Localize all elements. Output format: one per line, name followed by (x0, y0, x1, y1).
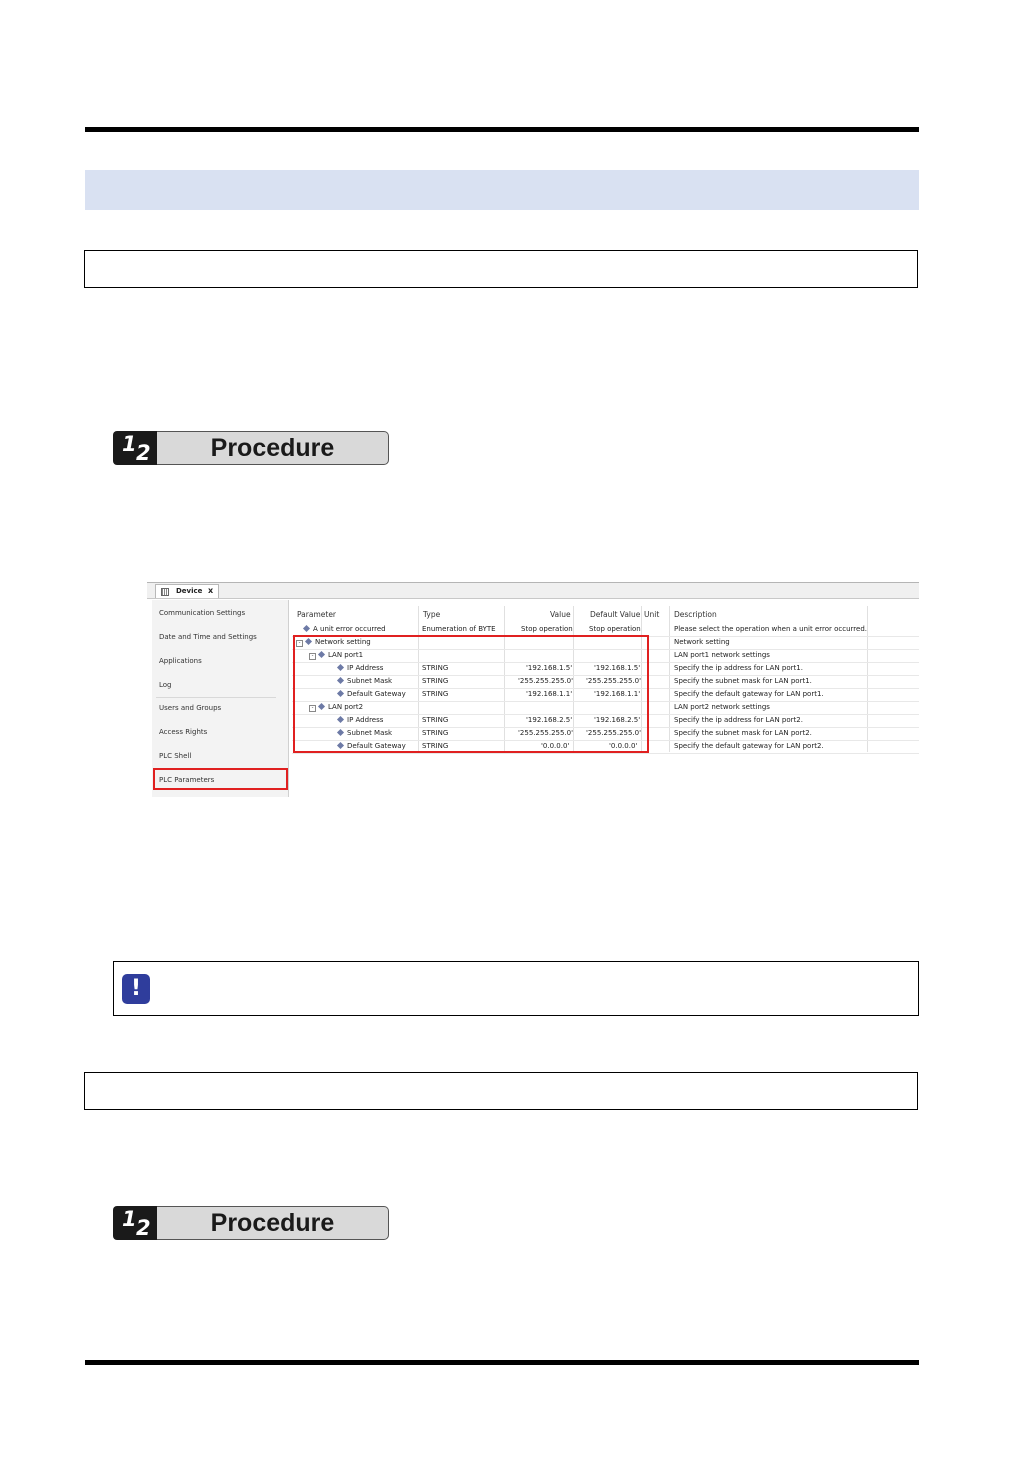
subsection-heading-box-2 (84, 1072, 918, 1110)
procedure-title: Procedure (157, 431, 389, 465)
caution-note-box (113, 961, 919, 1016)
param-value[interactable]: Stop operation (521, 625, 573, 633)
param-description: Specify the default gateway for LAN port2. (674, 742, 824, 750)
sidebar-item-plc-parameters[interactable]: PLC Parameters (159, 776, 215, 784)
procedure-label-2 (113, 1206, 390, 1240)
column-header-type[interactable]: Type (423, 610, 441, 619)
subsection-heading-box-1 (84, 250, 918, 288)
column-header-parameter[interactable]: Parameter (297, 610, 337, 619)
param-value[interactable]: '255.255.255.0' (518, 729, 574, 737)
param-value[interactable]: '255.255.255.0' (518, 677, 574, 685)
param-value[interactable]: '192.168.2.5' (526, 716, 573, 724)
procedure-label-1 (113, 431, 390, 465)
param-default: '0.0.0.0' (609, 742, 638, 750)
param-name: Default Gateway (347, 742, 406, 750)
param-description: Specify the subnet mask for LAN port1. (674, 677, 812, 685)
param-description: Network setting (674, 638, 730, 646)
param-type: STRING (422, 664, 449, 672)
param-description: Specify the ip address for LAN port1. (674, 664, 803, 672)
column-header-value[interactable]: Value (550, 610, 571, 619)
param-value[interactable]: '192.168.1.1' (526, 690, 573, 698)
sidebar-item-users-groups[interactable]: Users and Groups (159, 704, 222, 712)
param-description: Specify the subnet mask for LAN port2. (674, 729, 812, 737)
param-description: LAN port2 network settings (674, 703, 770, 711)
sidebar-item-access-rights[interactable]: Access Rights (159, 728, 208, 736)
param-name: A unit error occurred (313, 625, 386, 633)
collapse-toggle-icon[interactable]: - (309, 653, 316, 660)
param-name: Subnet Mask (347, 677, 393, 685)
step-number-icon: 1 2 (113, 1206, 159, 1240)
param-default: '192.168.1.1' (594, 690, 641, 698)
sidebar-divider (156, 697, 276, 698)
sidebar-item-communication-settings[interactable]: Communication Settings (159, 609, 246, 617)
param-type: STRING (422, 716, 449, 724)
param-type: STRING (422, 729, 449, 737)
bottom-rule (85, 1360, 919, 1365)
param-default: '255.255.255.0' (586, 729, 642, 737)
exclamation-icon: ! (122, 974, 150, 1004)
param-name: Subnet Mask (347, 729, 393, 737)
parameter-icon (303, 625, 310, 632)
param-type: STRING (422, 677, 449, 685)
close-icon[interactable]: x (208, 586, 214, 595)
top-rule (85, 127, 919, 132)
param-type: STRING (422, 690, 449, 698)
tab-device[interactable]: Device x (155, 584, 219, 598)
collapse-toggle-icon[interactable]: - (309, 705, 316, 712)
plc-parameters-highlight (153, 768, 288, 790)
device-sidebar (152, 600, 289, 797)
column-header-description[interactable]: Description (674, 610, 717, 619)
param-name: LAN port1 (328, 651, 364, 659)
step-number-icon: 1 2 (113, 431, 159, 465)
param-name: Default Gateway (347, 690, 406, 698)
param-default: '192.168.1.5' (594, 664, 641, 672)
device-editor-screenshot (147, 582, 919, 797)
sidebar-item-applications[interactable]: Applications (159, 657, 202, 665)
param-default: '255.255.255.0' (586, 677, 642, 685)
column-header-default-value[interactable]: Default Value (590, 610, 641, 619)
procedure-title: Procedure (157, 1206, 389, 1240)
param-name: IP Address (347, 664, 384, 672)
param-description: Please select the operation when a unit error occurred. (674, 625, 867, 633)
sidebar-item-plc-shell[interactable]: PLC Shell (159, 752, 192, 760)
param-description: Specify the default gateway for LAN port1. (674, 690, 824, 698)
sidebar-item-log[interactable]: Log (159, 681, 172, 689)
param-description: Specify the ip address for LAN port2. (674, 716, 803, 724)
column-header-unit[interactable]: Unit (644, 610, 660, 619)
param-name: Network setting (315, 638, 371, 646)
device-icon (161, 588, 169, 596)
param-default: Stop operation (589, 625, 641, 633)
param-type: STRING (422, 742, 449, 750)
param-description: LAN port1 network settings (674, 651, 770, 659)
network-setting-highlight (293, 635, 649, 753)
param-value[interactable]: '0.0.0.0' (541, 742, 570, 750)
editor-tab-bar (147, 582, 919, 599)
param-default: '192.168.2.5' (594, 716, 641, 724)
param-name: IP Address (347, 716, 384, 724)
param-name: LAN port2 (328, 703, 364, 711)
section-heading-band (85, 170, 919, 210)
collapse-toggle-icon[interactable]: - (296, 640, 303, 647)
param-value[interactable]: '192.168.1.5' (526, 664, 573, 672)
sidebar-item-date-time[interactable]: Date and Time and Settings (159, 633, 257, 641)
param-type: Enumeration of BYTE (422, 625, 496, 633)
